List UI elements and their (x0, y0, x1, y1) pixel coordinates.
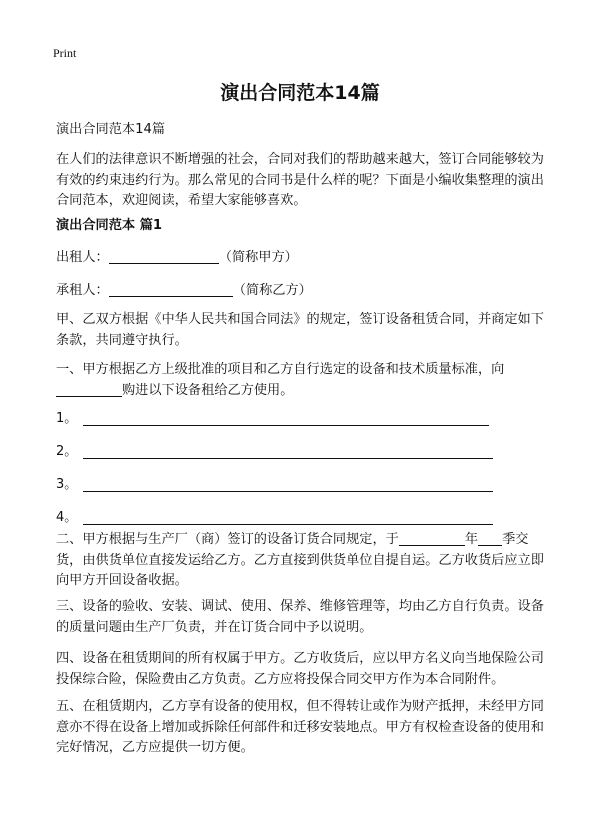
lessee-blank (109, 282, 233, 297)
item-line-1 (56, 407, 489, 426)
lessee-label: 承租人： (56, 283, 109, 298)
lessor-abbr: （简称甲方） (218, 250, 298, 265)
item-line-4 (56, 506, 493, 525)
clause-1-text-a: 一、甲方根据乙方上级批准的项目和乙方自行选定的设备和技术质量标准，向 (56, 362, 505, 377)
clause-1-text-b: 购进以下设备租给乙方使用。 (122, 382, 294, 398)
item-blank (83, 477, 493, 492)
intro-clause: 甲、乙双方根据《中华人民共和国合同法》的规定，签订设备租赁合同，并商定如下条款，共同遵守执行。 (56, 312, 544, 348)
clause-1 (56, 360, 551, 401)
item-number: 1。 (56, 411, 78, 426)
item-blank (83, 444, 493, 459)
item-blank (83, 510, 493, 525)
lessor-blank (109, 249, 219, 264)
lessor-line (56, 248, 551, 269)
item-blank (83, 411, 489, 426)
clause-2-year: 年 (464, 532, 479, 547)
supplier-blank (56, 382, 122, 397)
item-number: 4。 (56, 510, 78, 525)
section-heading: 演出合同范本 篇1 (56, 218, 163, 233)
document-title: 演出合同范本14篇 (220, 82, 380, 104)
clause-4: 四、设备在租赁期间的所有权属于甲方。乙方收货后，应以甲方名义向当地保险公司投保综合险，保险费由乙方负责。乙方应将投保合同交甲方作为本合同附件。 (56, 651, 544, 687)
clause-2 (56, 530, 551, 592)
lessor-label: 出租人： (56, 250, 109, 265)
clause-2-text-b: 交货，由供货单位直接发运给乙方。乙方直接到供货单位自提自运。乙方收货后应立即向甲方开回设备收据。 (56, 532, 544, 588)
item-number: 3。 (56, 477, 78, 492)
clause-3: 三、设备的验收、安装、调试、使用、保养、维修管理等，均由乙方自行负责。设备的质量问题由生产厂负责，并在订货合同中予以说明。 (56, 599, 544, 635)
clause-2-text-a: 二、甲方根据与生产厂（商）签订的设备订货合同规定，于 (56, 532, 399, 547)
item-number: 2。 (56, 444, 78, 459)
lessee-line (56, 281, 551, 302)
clause-2-season: 季 (502, 532, 516, 547)
year-blank (399, 531, 465, 546)
clause-5: 五、在租赁期内，乙方享有设备的使用权，但不得转让或作为财产抵押，未经甲方同意亦不得在设备上增加或拆除任何部件和迁移安装地点。甲方有权检查设备的使用和完好情况，乙方应提供一切方便。 (56, 699, 544, 755)
item-line-2 (56, 440, 493, 459)
item-line-3 (56, 473, 493, 492)
document-subtitle: 演出合同范本14篇 (56, 122, 166, 137)
season-blank (478, 531, 502, 546)
print-link[interactable]: Print (53, 46, 77, 60)
lessee-abbr: （简称乙方） (232, 283, 312, 298)
intro-paragraph: 在人们的法律意识不断增强的社会，合同对我们的帮助越来越大，签订合同能够较为有效的约束违约行为。那么常见的合同书是什么样的呢？下面是小编收集整理的演出合同范本，欢迎阅读，希望大家能够喜欢。 (56, 152, 544, 208)
